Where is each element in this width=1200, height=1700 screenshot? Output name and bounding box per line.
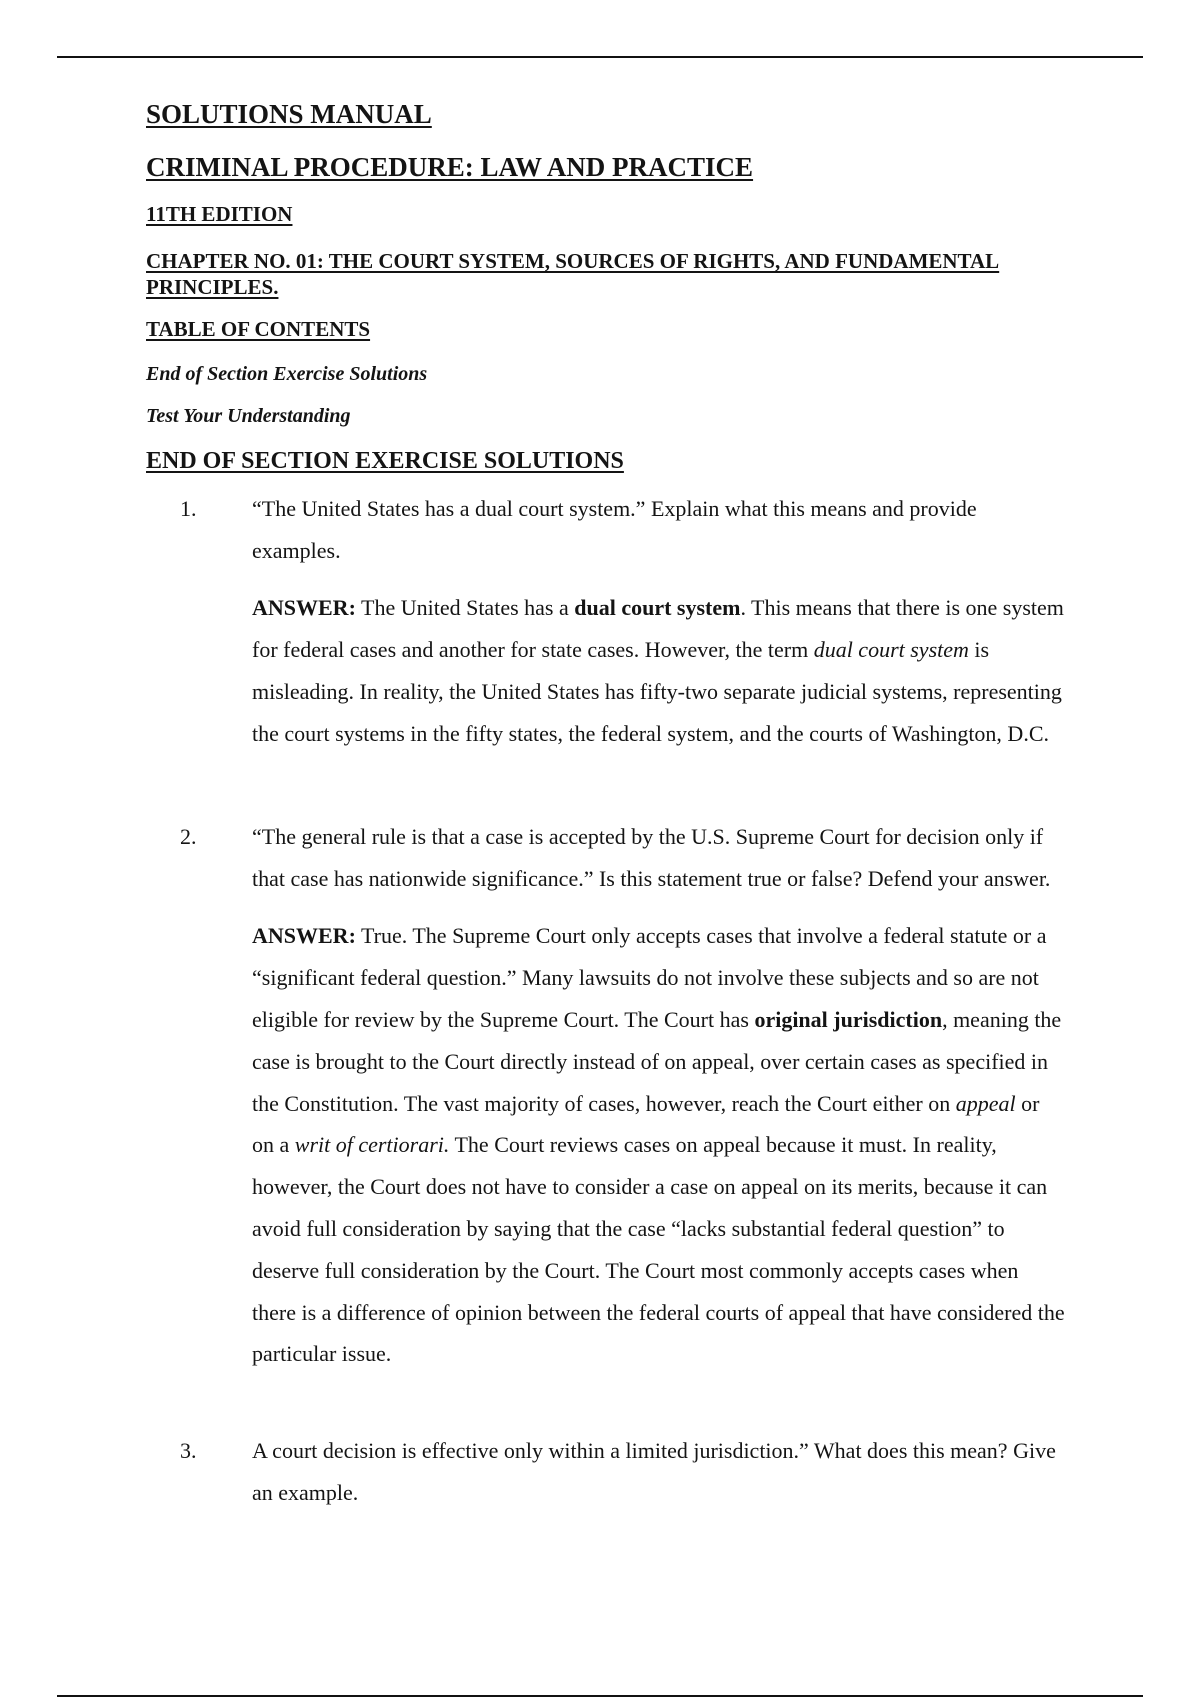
answer-bold-term: original jurisdiction: [754, 1007, 943, 1032]
toc-item-test-understanding: Test Your Understanding: [146, 405, 351, 427]
toc-heading: TABLE OF CONTENTS: [146, 317, 371, 341]
edition: 11TH EDITION: [146, 202, 293, 226]
question-number: 3.: [180, 1438, 197, 1463]
question-number: 2.: [180, 824, 197, 849]
question-item: [180, 816, 1066, 1375]
answer-italic-term: appeal: [955, 1090, 1016, 1116]
answer-segment: is misleading. In reality, the United States has fifty-two separate judicial systems, representing the court systems in the fifty states, the federal system, and the courts of Washington, D.C.: [252, 637, 1062, 746]
bottom-rule: [57, 1695, 1143, 1697]
question-item: [180, 488, 1066, 754]
answer-segment: or on a: [252, 1090, 1040, 1158]
answer-text: [252, 587, 1066, 754]
answer-text: [252, 915, 1066, 1375]
section-heading: END OF SECTION EXERCISE SOLUTIONS: [146, 448, 624, 474]
question-text: “The general rule is that a case is accepted by the U.S. Supreme Court for decision only if that case has nationwide significance.” Is this statement true or false? Defend your answer.: [252, 824, 1051, 891]
toc-item-exercise-solutions: End of Section Exercise Solutions: [146, 363, 428, 385]
document-title: SOLUTIONS MANUAL: [146, 99, 432, 129]
answer-segment: . This means that there is one system for federal cases and another for state cases. However, the term: [252, 595, 1064, 663]
question-text: A court decision is effective only within a limited jurisdiction.” What does this mean? Give an example.: [252, 1438, 1056, 1505]
answer-italic-term: writ of certiorari.: [294, 1132, 450, 1158]
book-title: CRIMINAL PROCEDURE: LAW AND PRACTICE: [146, 152, 754, 182]
answer-segment: The United States has a: [355, 595, 575, 621]
question-text: “The United States has a dual court system.” Explain what this means and provide examples.: [252, 496, 977, 563]
question-number: 1.: [180, 496, 197, 521]
answer-segment: The Court reviews cases on appeal because it must. In reality, however, the Court does not have to consider a case on appeal on its merits, because it can avoid full consideration by saying that the case “lacks substantial federal question” to deserve full consideration by the Court. The Court most commonly accepts cases when there is a difference of opinion between the federal courts of appeal that have considered the particular issue.: [252, 1132, 1065, 1367]
answer-segment: , meaning the case is brought to the Court directly instead of on appeal, over certain cases as specified in the Constitution. The vast majority of cases, however, reach the Court either on: [252, 1007, 1062, 1116]
chapter-title: CHAPTER NO. 01: THE COURT SYSTEM, SOURCES OF RIGHTS, AND FUNDAMENTAL PRINCIPLES.: [146, 249, 1000, 299]
answer-label: ANSWER:: [252, 923, 356, 949]
answer-segment: True. The Supreme Court only accepts cases that involve a federal statute or a “significant federal question.” Many lawsuits do not involve these subjects and so are not eligible for review by the Supreme Court. The Court has: [252, 923, 1047, 1032]
answer-label: ANSWER:: [252, 595, 356, 621]
answer-italic-term: dual court system: [813, 637, 969, 663]
question-item: [180, 1430, 1066, 1513]
answer-bold-term: dual court system: [574, 595, 741, 621]
top-rule: [57, 56, 1143, 58]
